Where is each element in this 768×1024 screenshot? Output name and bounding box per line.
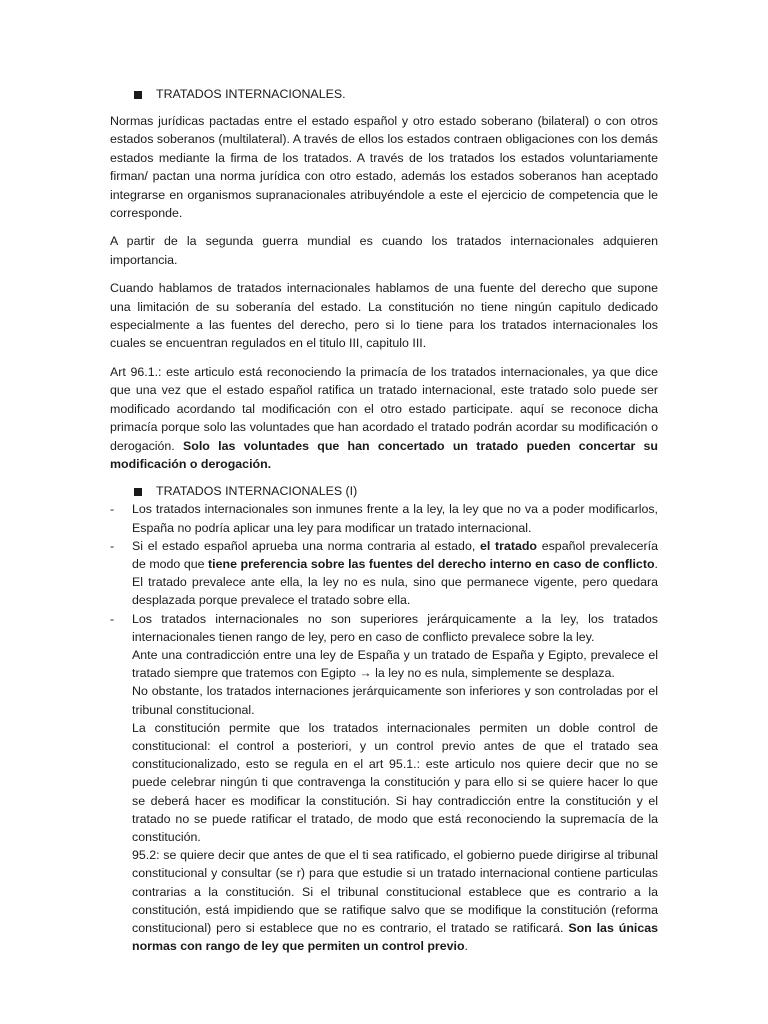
list-item <box>110 537 658 610</box>
section-title-i: TRATADOS INTERNACIONALES (I) <box>156 484 358 499</box>
list-item-text: Los tratados internacionales son inmunes frente a la ley, la ley que no va a poder modificarlos, España no podría aplicar una ley para modificar un tratado internacional. <box>132 502 658 535</box>
art-95-2-bold: Son las únicas normas con rango de ley que permiten un control previo <box>132 920 659 954</box>
dash-bullet: - <box>110 538 115 553</box>
list-item-text: Si el estado español aprueba una norma contraria al estado, <box>132 538 476 553</box>
paragraph-definition: Normas jurídicas pactadas entre el estado español y otro estado soberano (bilateral) o con otros estados soberanos (multilateral). A través de ellos los estados contraen obligaciones con los demás estados mediante la firma de los tratados. A través de los tratados los estados voluntariamente firman/ pactan una norma jurídica con otro estado, además los estados soberanos han aceptado integrarse en organismos supranacionales atribuyéndole a este el ejercicio de competencia que le corresponde. <box>110 114 658 221</box>
square-bullet-icon <box>134 488 142 496</box>
sub-paragraph-art-95-1: La constitución permite que los tratados internacionales permiten un doble control de constitucional: el control a posteriori, y un control previo antes de que el tratado sea constitucionalizado, esto se regula en el art 95.1.: este articulo nos quiere decir que no se puede celebrar ningún ti que contravenga la constitución y para ello si se quiere hacer lo que se deberá hacer es modificar la constitución. Si hay contradicción entre la constitución y el tratado no se puede ratificar el tratado, de modo que está reconociendo la supremacía de la constitución. <box>132 720 658 844</box>
bold-text: el tratado <box>479 538 538 553</box>
art-96-text: Art 96.1.: este articulo está reconociendo la primacía de los tratados internacionales, ya que dice que una vez que el estado español ratifica un tratado internacional, este tratado solo puede ser modificado acordando tal modificación con el otro estado participate. aquí se reconoce dicha primacía porque solo las voluntades que han acordado el tratado podrán acordar su modificación o derogación. <box>110 364 658 453</box>
bold-text: tiene preferencia sobre las fuentes del derecho interno en caso de conflicto <box>208 556 655 571</box>
square-bullet-icon <box>134 91 142 99</box>
section-heading-tratados <box>134 86 658 103</box>
art-95-2-text: 95.2: se quiere decir que antes de que el ti sea ratificado, el gobierno puede dirigirse al tribunal constitucional y consultar (se r) para que estudie si un tratado internacional contiene particulas contrarias a la constitución. Si el tribunal constitucional establece que es contrario a la constitución, está impidiendo que se ratifique salvo que se modifique la constitución (reforma constitucional) pero si establece que no es contrario, el tratado se ratificará. <box>132 848 658 935</box>
sub-paragraph-control: No obstante, los tratados internaciones jerárquicamente son inferiores y son controladas por el tribunal constitucional. <box>132 684 658 717</box>
tratados-list <box>110 500 658 646</box>
section-title: TRATADOS INTERNACIONALES. <box>156 87 346 101</box>
list-item-text: . El tratado prevalece ante ella, la ley no es nula, sino que permanece vigente, pero quedara desplazada porque prevalece el tratado sobre ella. <box>132 556 658 608</box>
art-96-bold: Solo las voluntades que han concertado un tratado pueden concertar su modificación o derogación. <box>110 438 658 471</box>
period: . <box>464 939 468 954</box>
sub-paragraph-art-95-2 <box>132 846 658 955</box>
paragraph-source-of-law: Cuando hablamos de tratados internacionales hablamos de una fuente del derecho que supone una limitación de su soberanía del estado. La constitución no tiene ningún capitulo dedicado especialmente a las fuentes del derecho, pero si lo tiene para los tratados internacionales los cuales se encuentran regulados en el titulo III, capitulo III. <box>110 281 658 351</box>
paragraph-art-96 <box>110 363 658 473</box>
list-item <box>110 610 658 646</box>
section-heading-tratados-i <box>134 483 658 500</box>
dash-bullet: - <box>110 502 115 517</box>
paragraph-importance: A partir de la segunda guerra mundial es cuando los tratados internacionales adquieren importancia. <box>110 234 658 267</box>
dash-bullet: - <box>110 611 115 626</box>
list-item-text: español prevalecería de modo que <box>132 538 659 571</box>
list-item-text: Los tratados internacionales no son superiores jerárquicamente a la ley, los tratados internacionales tienen rango de ley, pero en caso de conflicto prevalece sobre la ley. <box>132 611 658 644</box>
list-item <box>110 500 658 536</box>
sub-paragraph-egipto: Ante una contradicción entre una ley de España y un tratado de España y Egipto, prevalece el tratado siempre que tratemos con Egipto → la ley no es nula, simplemente se desplaza. <box>132 647 658 681</box>
